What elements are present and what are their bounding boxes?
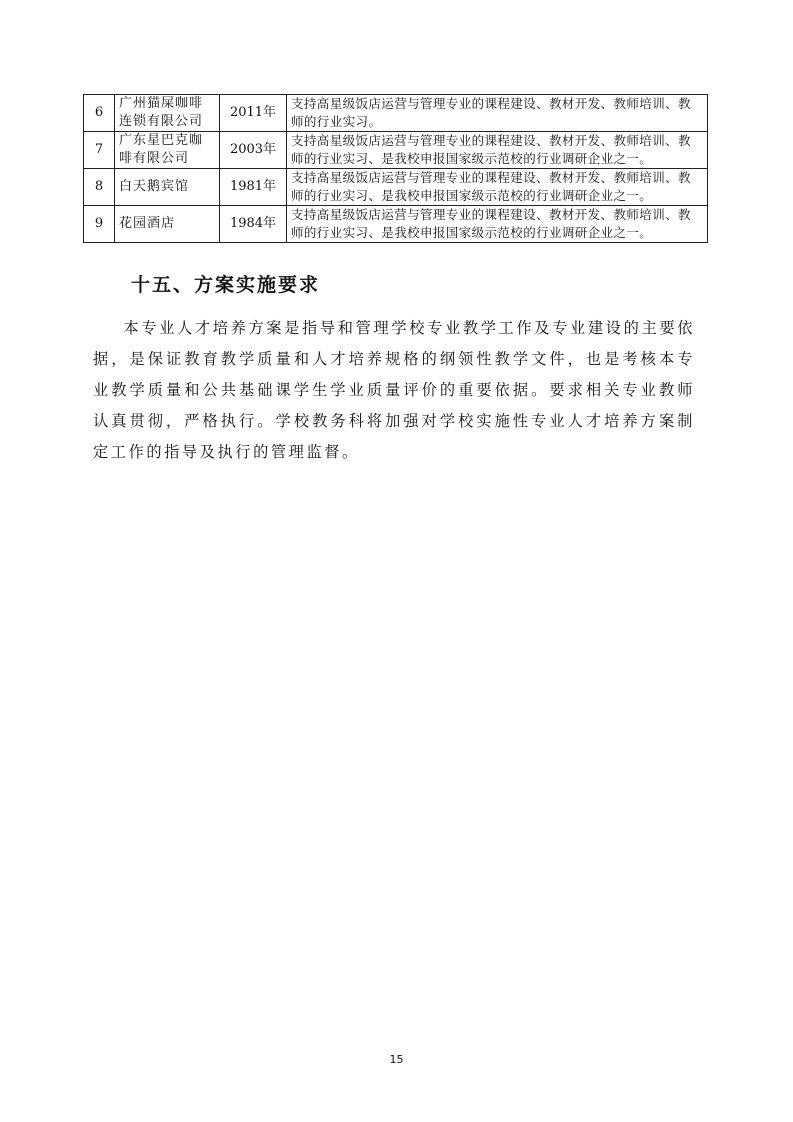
page-number: 15 — [389, 1053, 404, 1066]
cooperation-description: 支持高星级饭店运营与管理专业的课程建设、教材开发、教师培训、教师的行业实习、是我校申报国家级示范校的行业调研企业之一。 — [287, 132, 708, 169]
cooperation-year: 1984年 — [220, 206, 287, 243]
enterprise-name: 花园酒店 — [115, 206, 220, 243]
table-row — [84, 169, 708, 206]
row-number: 9 — [84, 206, 115, 243]
cooperation-description: 支持高星级饭店运营与管理专业的课程建设、教材开发、教师培训、教师的行业实习、是我校申报国家级示范校的行业调研企业之一。 — [287, 206, 708, 243]
enterprise-name: 广东星巴克咖啡有限公司 — [115, 132, 220, 169]
enterprise-name: 白天鹅宾馆 — [115, 169, 220, 206]
cooperation-year: 2003年 — [220, 132, 287, 169]
table-row — [84, 132, 708, 169]
table-row — [84, 206, 708, 243]
cooperation-description: 支持高星级饭店运营与管理专业的课程建设、教材开发、教师培训、教师的行业实习、是我校申报国家级示范校的行业调研企业之一。 — [287, 169, 708, 206]
partner-enterprise-table — [83, 94, 708, 243]
cooperation-year: 1981年 — [220, 169, 287, 206]
row-number: 7 — [84, 132, 115, 169]
body-paragraph: 本专业人才培养方案是指导和管理学校专业教学工作及专业建设的主要依据，是保证教育教学质量和人才培养规格的纲领性教学文件，也是考核本专业教学质量和公共基础课学生学业质量评价的重要依据。要求相关专业教师认真贯彻，严格执行。学校教务科将加强对学校实施性专业人才培养方案制定工作的指导及执行的管理监督。 — [93, 319, 695, 461]
section-heading: 十五、方案实施要求 — [131, 274, 321, 296]
table-row — [84, 95, 708, 132]
row-number: 8 — [84, 169, 115, 206]
row-number: 6 — [84, 95, 115, 132]
enterprise-name: 广州猫屎咖啡连锁有限公司 — [115, 95, 220, 132]
cooperation-year: 2011年 — [220, 95, 287, 132]
cooperation-description: 支持高星级饭店运营与管理专业的课程建设、教材开发、教师培训、教师的行业实习。 — [287, 95, 708, 132]
